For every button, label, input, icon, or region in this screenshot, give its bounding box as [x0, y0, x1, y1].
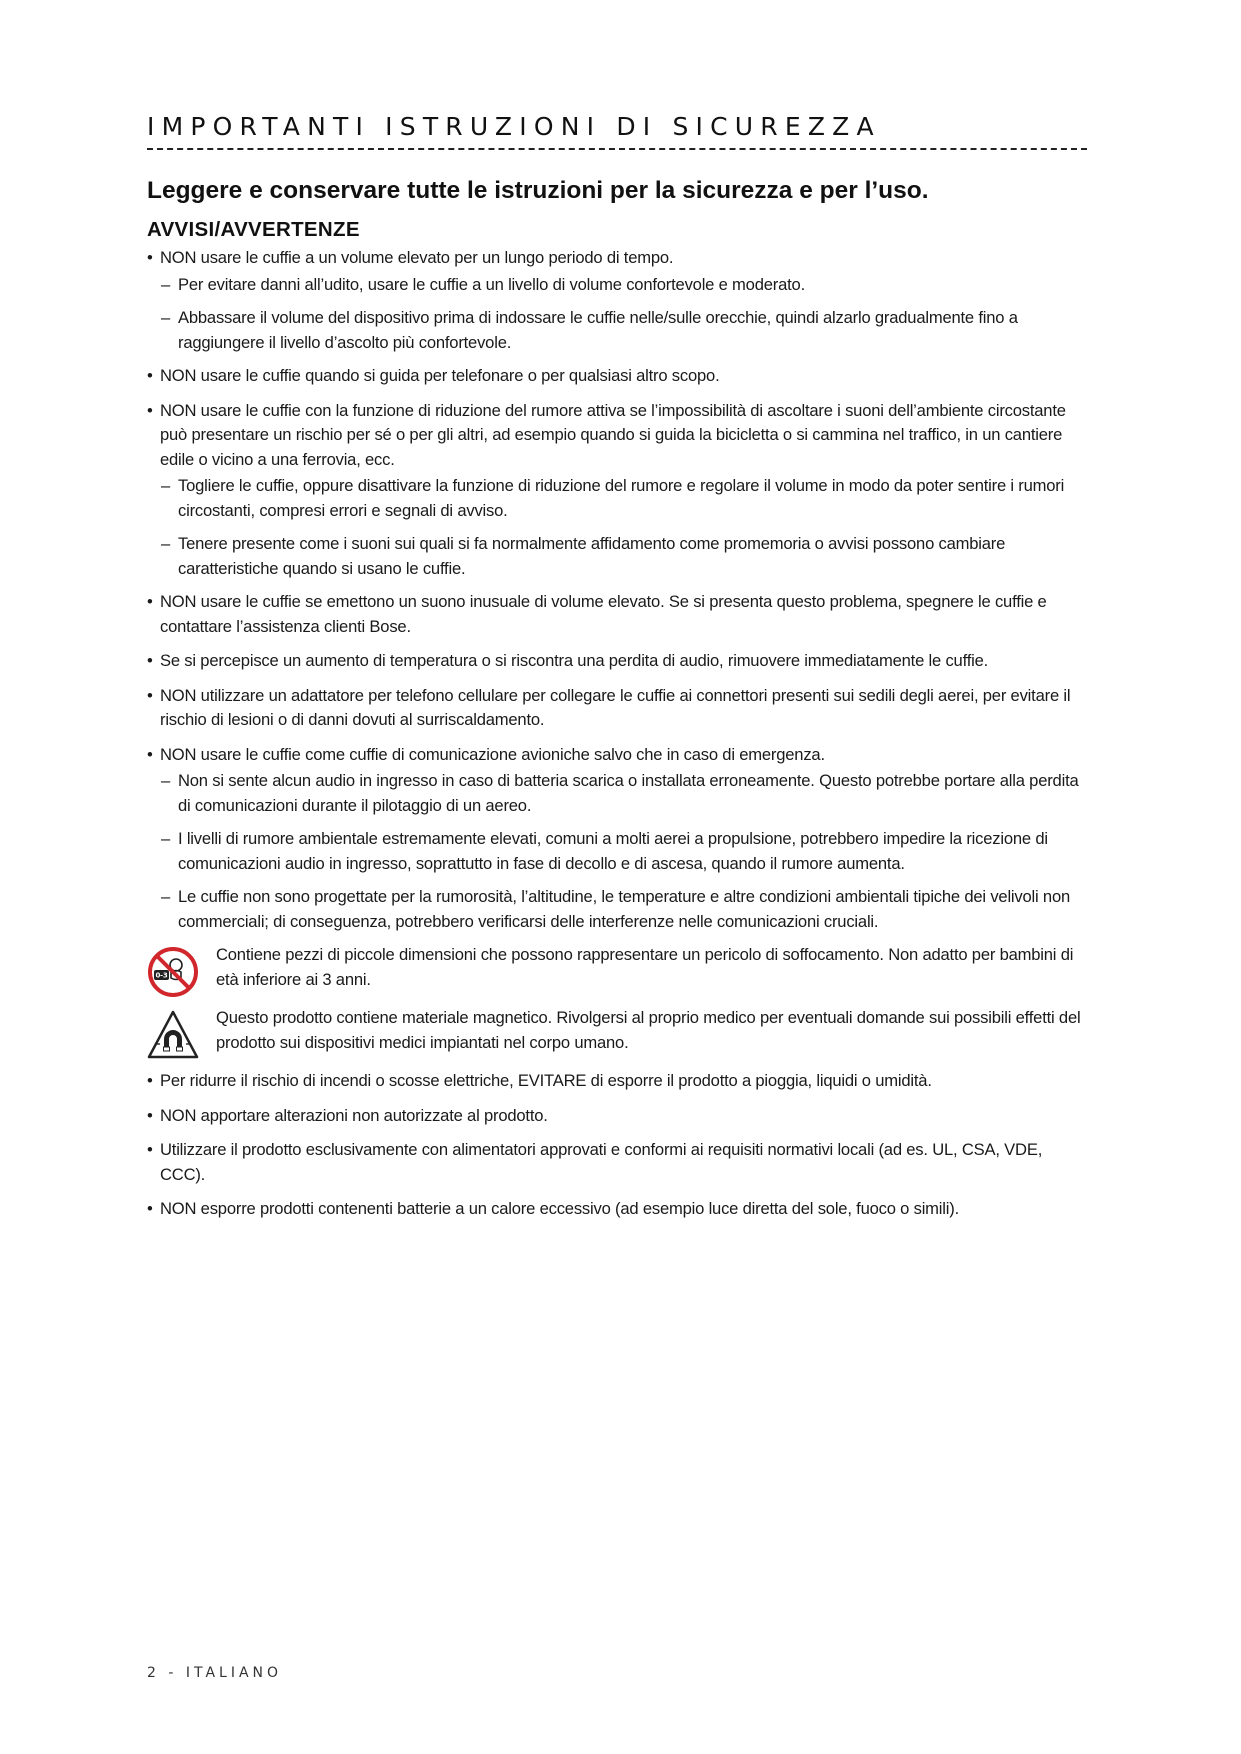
warning-subtext: Le cuffie non sono progettate per la rumorosità, l’altitudine, le temperature e altre condizioni ambientali tipiche dei velivoli non commerciali; di conseguenza, potrebbero verificarsi delle interferenze nelle comunicazioni cruciali. [178, 887, 1071, 931]
warning-subtext: Togliere le cuffie, oppure disattivare la funzione di riduzione del rumore e regolare il volume in modo da poter sentire i rumori circostanti, compresi errori e segnali di avviso. [178, 476, 1065, 520]
warning-text: NON usare le cuffie quando si guida per telefonare o per qualsiasi altro scopo. [160, 366, 720, 385]
warning-text: NON usare le cuffie a un volume elevato per un lungo periodo di tempo. [160, 248, 674, 267]
warning-item [147, 1138, 1087, 1187]
bullet-marker: • [147, 651, 153, 670]
warning-item [147, 1069, 1087, 1094]
dash-marker: – [161, 829, 171, 848]
warning-subtext: Abbassare il volume del dispositivo prima di indossare le cuffie nelle/sulle orecchie, quindi alzarlo gradualmente fino a raggiungere il livello d’ascolto più confortevole. [178, 308, 1018, 352]
magnetic-warning-icon [147, 1009, 199, 1061]
dash-marker: – [161, 771, 171, 790]
warning-item [147, 743, 1087, 768]
dash-marker: – [161, 274, 171, 294]
warning-item [147, 246, 1087, 271]
choking-hazard-notice [147, 943, 1087, 993]
warning-item [147, 649, 1087, 674]
magnetic-warning-text: Questo prodotto contiene materiale magnetico. Rivolgersi al proprio medico per eventuali domande sui possibili effetti del prodotto sui dispositivi medici impiantati nel corpo umano. [216, 1008, 1081, 1052]
bullet-marker: • [147, 248, 153, 267]
bullet-marker: • [147, 366, 153, 385]
warning-text: Utilizzare il prodotto esclusivamente con alimentatori approvati e conformi ai requisiti normativi locali (ad es. UL, CSA, VDE, CCC). [160, 1140, 1043, 1184]
warning-item [147, 399, 1087, 473]
warning-text: NON usare le cuffie come cuffie di comunicazione avioniche salvo che in caso di emergenza. [160, 744, 825, 764]
magnetic-material-notice [147, 1006, 1087, 1056]
warning-subitem [147, 885, 1087, 934]
warning-text: NON usare le cuffie se emettono un suono inusuale di volume elevato. Se si presenta questo problema, spegnere le cuffie e contattare l’assistenza clienti Bose. [160, 592, 1047, 636]
bullet-marker: • [147, 1105, 153, 1125]
warning-text: Per ridurre il rischio di incendi o scosse elettriche, EVITARE di esporre il prodotto a pioggia, liquidi o umidità. [160, 1071, 932, 1090]
bullet-marker: • [147, 400, 153, 420]
warning-subitem [147, 306, 1087, 355]
dash-marker: – [161, 476, 171, 495]
dash-marker: – [161, 308, 171, 327]
bullet-marker: • [147, 1071, 153, 1090]
warning-text: NON usare le cuffie con la funzione di riduzione del rumore attiva se l’impossibilità di ascoltare i suoni dell’ambiente circostante può presentare un rischio per sé o per gli altri, ad esempio quando si guida la bicicletta o si cammina nel traffico, in un cantiere edile o vicino a una ferrovia, ecc. [160, 400, 1066, 469]
section-heading-warnings: AVVISI/AVVERTENZE [147, 218, 360, 241]
choking-hazard-icon [147, 946, 199, 998]
page-subtitle: Leggere e conservare tutte le istruzioni per la sicurezza e per l’uso. [147, 177, 929, 204]
warning-subtext: I livelli di rumore ambientale estremamente elevati, comuni a molti aerei a propulsione, potrebbero impedire la ricezione di comunicazioni audio in ingresso, soprattutto in fase di decollo e di ascesa, quando il rumore aumenta. [178, 829, 1048, 873]
warning-subitem [147, 474, 1087, 523]
dash-marker: – [161, 887, 171, 906]
choking-hazard-text: Contiene pezzi di piccole dimensioni che possono rappresentare un pericolo di soffocamento. Non adatto per bambini di età inferiore ai 3 anni. [216, 945, 1074, 989]
choking-symbol-label: 0-3 [155, 971, 168, 980]
warning-subtext: Tenere presente come i suoni sui quali si fa normalmente affidamento come promemoria o avvisi possono cambiare caratteristiche quando si usano le cuffie. [178, 534, 1006, 578]
warning-item [147, 1104, 1087, 1129]
title-dashed-rule [147, 148, 1087, 150]
warning-subtext: Per evitare danni all’udito, usare le cuffie a un livello di volume confortevole e moderato. [178, 274, 805, 294]
dash-marker: – [161, 534, 171, 553]
warning-subitem [147, 769, 1087, 818]
bullet-marker: • [147, 685, 153, 705]
warning-item [147, 1197, 1087, 1222]
warning-subtext: Non si sente alcun audio in ingresso in caso di batteria scarica o installata erroneamente. Questo potrebbe portare alla perdita di comunicazioni durante il pilotaggio di un aereo. [178, 771, 1079, 815]
warning-item [147, 364, 1087, 389]
warning-subitem [147, 273, 1087, 298]
warnings-list [147, 246, 1087, 1222]
warning-text: NON apportare alterazioni non autorizzate al prodotto. [160, 1105, 548, 1125]
bullet-marker: • [147, 744, 153, 764]
warning-text: NON utilizzare un adattatore per telefono cellulare per collegare le cuffie ai connettori presenti sui sedili degli aerei, per evitare il rischio di lesioni o di danni dovuti al surriscaldamento. [160, 685, 1071, 729]
warning-text: NON esporre prodotti contenenti batterie a un calore eccessivo (ad esempio luce diretta del sole, fuoco o simili). [160, 1199, 960, 1218]
page-title: IMPORTANTI ISTRUZIONI DI SICUREZZA [147, 112, 881, 141]
warning-subitem [147, 827, 1087, 876]
page-footer: 2 - ITALIANO [147, 1665, 283, 1681]
bullet-marker: • [147, 1140, 153, 1159]
warning-item [147, 590, 1087, 639]
warning-subitem [147, 532, 1087, 581]
bullet-marker: • [147, 1199, 153, 1218]
bullet-marker: • [147, 592, 153, 611]
warning-text: Se si percepisce un aumento di temperatura o si riscontra una perdita di audio, rimuovere immediatamente le cuffie. [160, 651, 989, 670]
manual-page [147, 112, 1087, 1232]
warning-item [147, 684, 1087, 733]
